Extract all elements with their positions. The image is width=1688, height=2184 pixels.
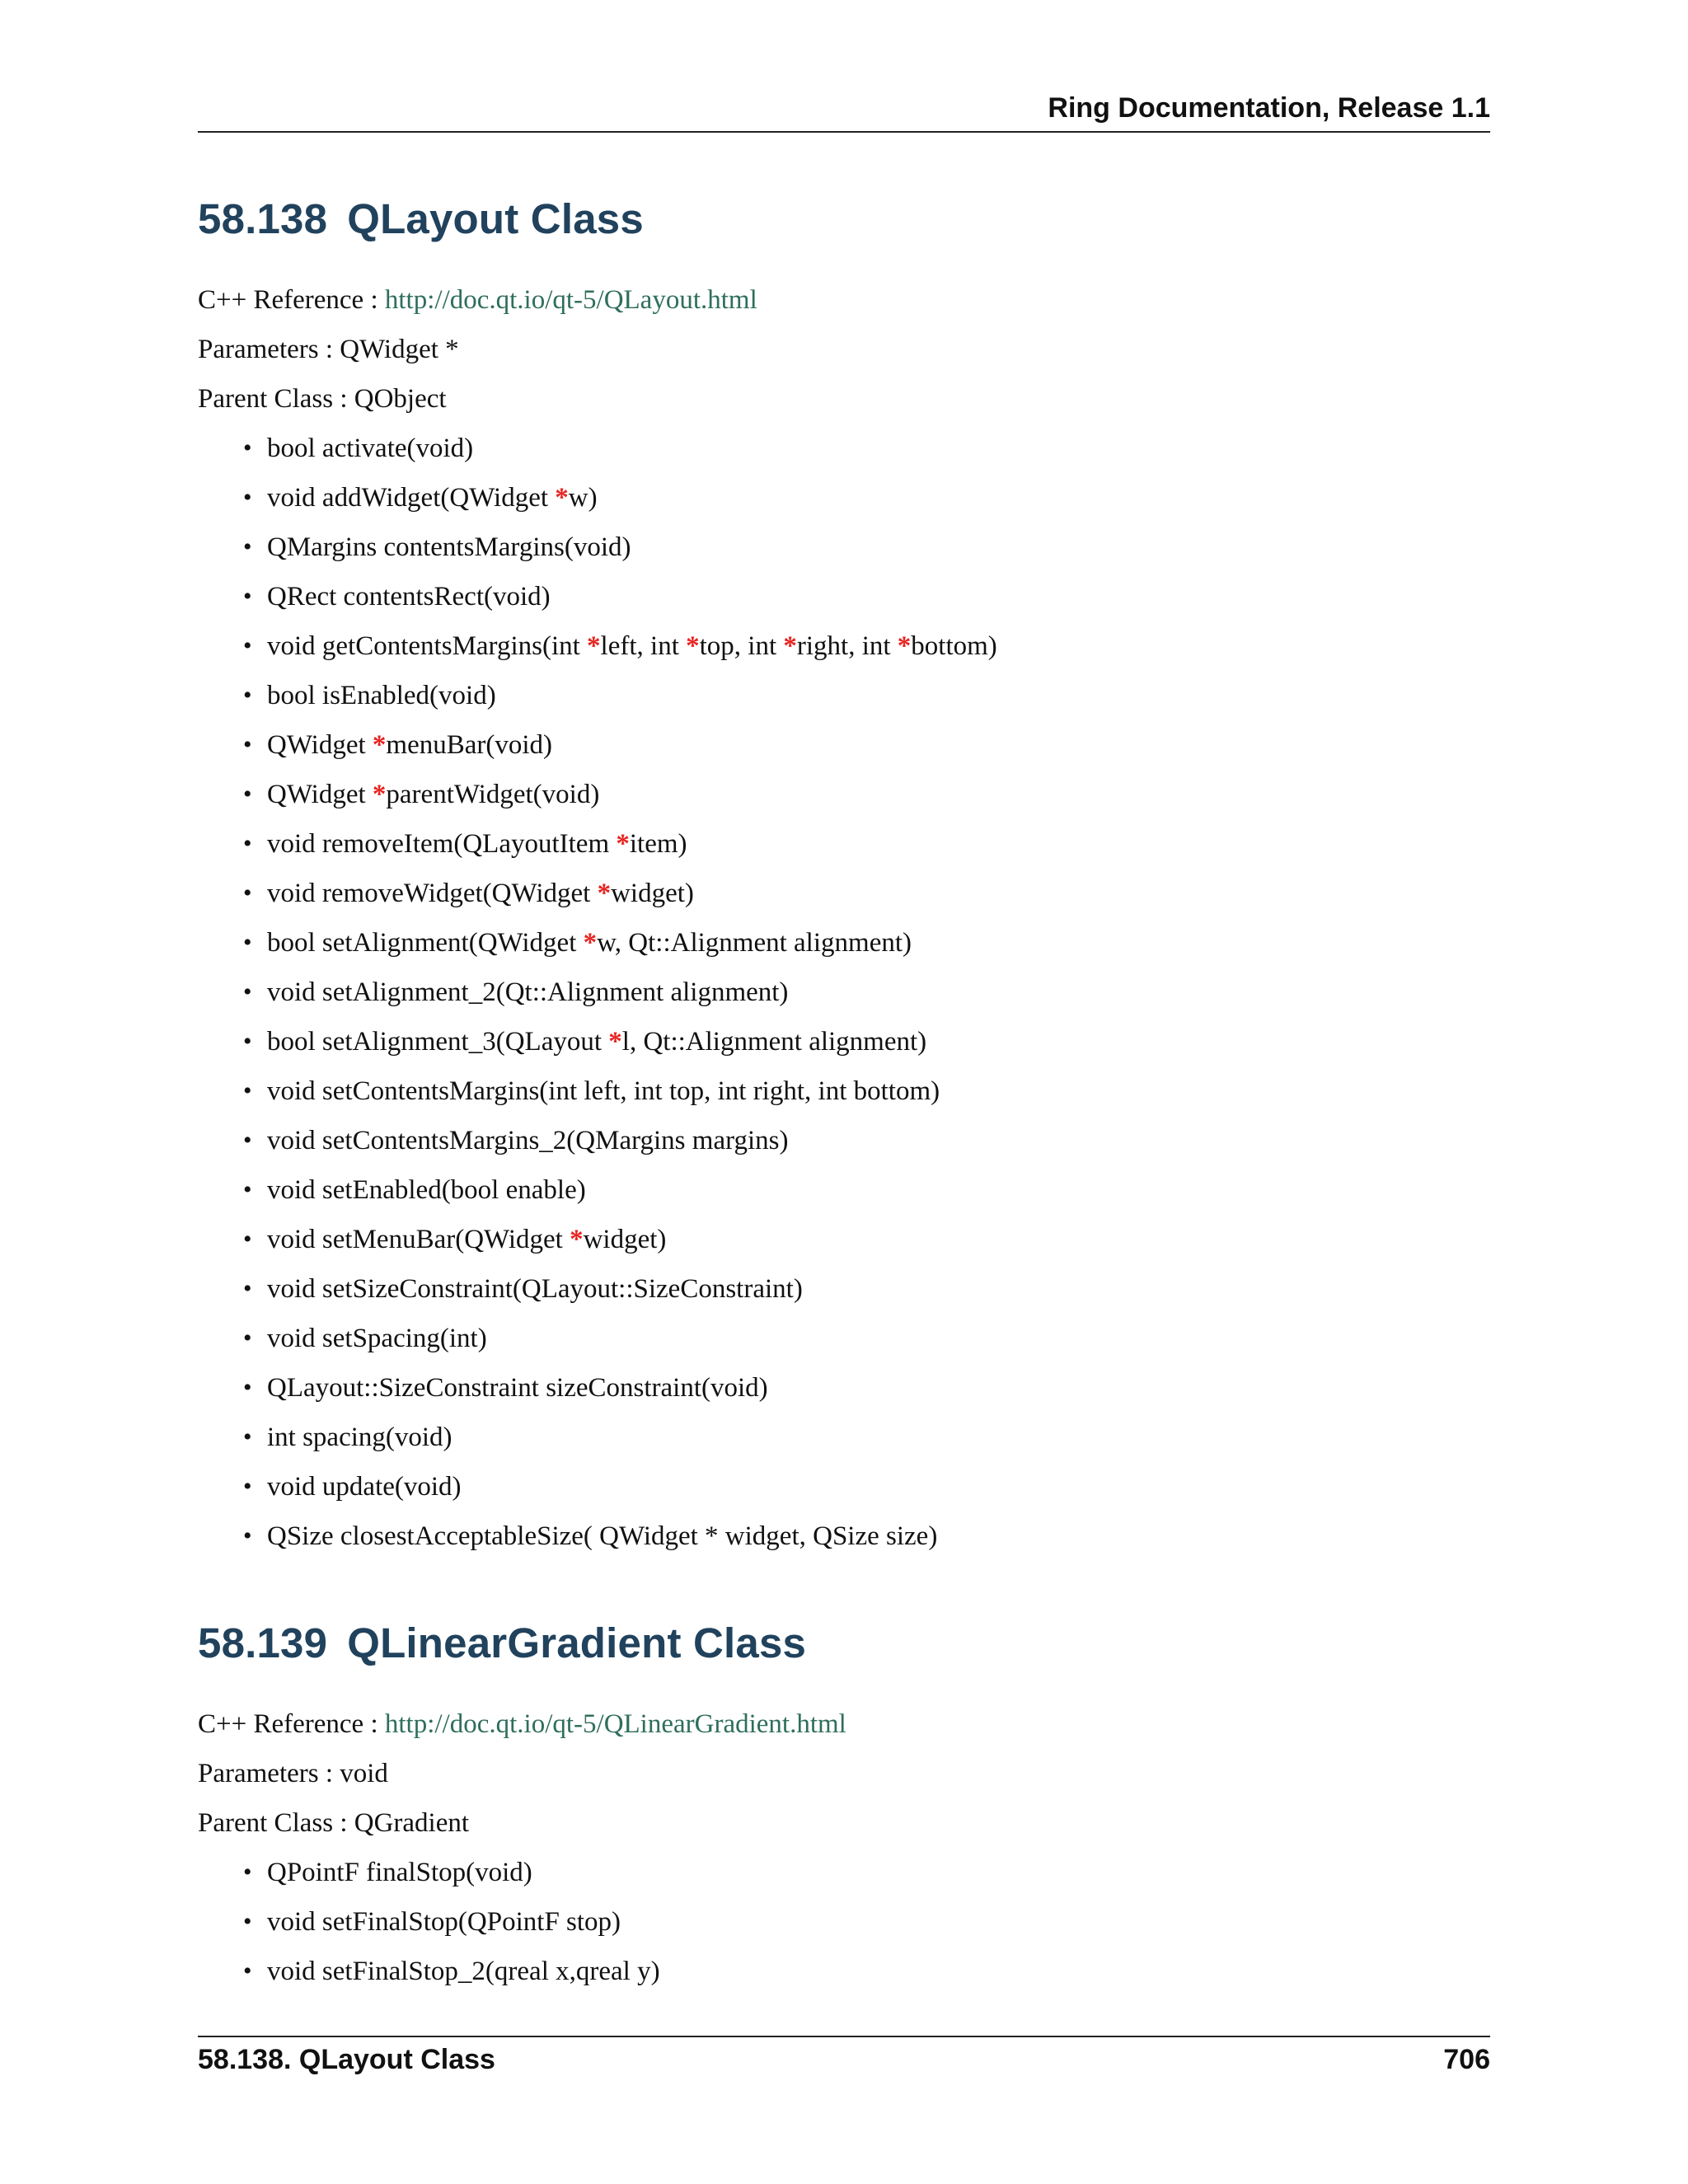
bullet-icon: • [243, 434, 252, 462]
method-text: bottom) [911, 631, 997, 661]
bullet-icon: • [243, 583, 252, 610]
pointer-asterisk: * [616, 829, 630, 859]
pointer-asterisk: * [555, 483, 569, 513]
bullet-icon: • [243, 929, 252, 956]
method-item [243, 621, 1490, 671]
bullet-icon: • [243, 1226, 252, 1253]
method-item [243, 1314, 1490, 1363]
method-text: void setSpacing(int) [267, 1324, 487, 1353]
method-text: bool setAlignment(QWidget [267, 928, 584, 958]
pointer-asterisk: * [570, 1225, 584, 1254]
page-footer [198, 2044, 1490, 2076]
method-item [243, 671, 1490, 720]
bullet-icon: • [243, 1176, 252, 1203]
method-item [243, 1363, 1490, 1413]
bullet-icon: • [243, 1127, 252, 1154]
method-text: void update(void) [267, 1472, 462, 1502]
cpp-reference [198, 275, 1490, 325]
bullet-icon: • [243, 1957, 252, 1985]
page-number: 706 [1443, 2044, 1490, 2075]
method-text: QRect contentsRect(void) [267, 582, 551, 612]
method-item [243, 473, 1490, 523]
method-item [243, 1165, 1490, 1215]
bullet-icon: • [243, 1423, 252, 1451]
section-heading [198, 191, 1490, 247]
section-number: 58.139 [198, 1619, 328, 1666]
method-text: void setContentsMargins_2(QMargins margins) [267, 1126, 789, 1155]
method-text: right, int [796, 631, 898, 661]
method-list [198, 424, 1490, 1561]
method-text: void removeItem(QLayoutItem [267, 829, 617, 859]
bullet-icon: • [243, 1522, 252, 1549]
method-item [243, 918, 1490, 968]
section-number: 58.138 [198, 195, 328, 242]
section-title: QLinearGradient Class [347, 1619, 807, 1666]
bullet-icon: • [243, 830, 252, 857]
method-item [243, 1897, 1490, 1947]
pointer-asterisk: * [372, 780, 387, 809]
method-text: left, int [600, 631, 687, 661]
bullet-icon: • [243, 1028, 252, 1055]
method-item [243, 1017, 1490, 1066]
bullet-icon: • [243, 1324, 252, 1352]
method-text: QWidget [267, 730, 373, 760]
method-text: item) [629, 829, 687, 859]
pointer-asterisk: * [783, 631, 797, 661]
method-item [243, 1413, 1490, 1462]
method-text: int spacing(void) [267, 1422, 452, 1452]
method-text: widget) [583, 1225, 667, 1254]
pointer-asterisk: * [608, 1027, 622, 1057]
bullet-icon: • [243, 1908, 252, 1935]
method-text: bool setAlignment_3(QLayout [267, 1027, 609, 1057]
reference-link[interactable]: http://doc.qt.io/qt-5/QLinearGradient.html [384, 1709, 846, 1739]
bullet-icon: • [243, 879, 252, 907]
method-item [243, 1511, 1490, 1561]
footer-section: 58.138. QLayout Class [198, 2044, 495, 2075]
method-item [243, 1848, 1490, 1897]
section-title: QLayout Class [347, 195, 644, 242]
bullet-icon: • [243, 1374, 252, 1401]
method-text: QMargins contentsMargins(void) [267, 532, 631, 562]
method-text: void addWidget(QWidget [267, 483, 556, 513]
method-item [243, 523, 1490, 572]
bullet-icon: • [243, 780, 252, 808]
bullet-icon: • [243, 731, 252, 758]
pointer-asterisk: * [597, 879, 612, 908]
method-item [243, 819, 1490, 869]
method-text: void setFinalStop(QPointF stop) [267, 1907, 621, 1937]
method-item [243, 720, 1490, 770]
method-text: bool activate(void) [267, 434, 474, 463]
reference-label: C++ Reference : [198, 1709, 385, 1739]
bullet-icon: • [243, 632, 252, 659]
method-text: parentWidget(void) [386, 780, 600, 809]
reference-link[interactable]: http://doc.qt.io/qt-5/QLayout.html [384, 285, 757, 315]
page-header: Ring Documentation, Release 1.1 [1048, 92, 1490, 124]
bullet-icon: • [243, 1275, 252, 1302]
method-item [243, 770, 1490, 819]
method-item [243, 1066, 1490, 1116]
method-text: QSize closestAcceptableSize( QWidget * widget, QSize size) [267, 1521, 938, 1551]
method-text: void removeWidget(QWidget [267, 879, 598, 908]
method-text: void setFinalStop_2(qreal x,qreal y) [267, 1957, 660, 1986]
method-item [243, 572, 1490, 621]
method-item [243, 424, 1490, 473]
footer-rule [198, 2036, 1490, 2037]
pointer-asterisk: * [583, 928, 598, 958]
bullet-icon: • [243, 1077, 252, 1104]
method-text: void setAlignment_2(Qt::Alignment alignment) [267, 977, 789, 1007]
method-text: void setMenuBar(QWidget [267, 1225, 570, 1254]
cpp-reference [198, 1699, 1490, 1749]
bullet-icon: • [243, 484, 252, 511]
method-text: void setEnabled(bool enable) [267, 1175, 586, 1205]
pointer-asterisk: * [897, 631, 912, 661]
method-item [243, 1215, 1490, 1264]
parent-class: Parent Class : QObject [198, 384, 447, 414]
method-text: top, int [699, 631, 784, 661]
method-list [198, 1848, 1490, 1996]
parameters: Parameters : QWidget * [198, 335, 459, 364]
method-text: QPointF finalStop(void) [267, 1858, 532, 1887]
section-qlayout [198, 191, 1490, 1561]
method-text: void getContentsMargins(int [267, 631, 588, 661]
method-text: bool isEnabled(void) [267, 681, 496, 710]
bullet-icon: • [243, 1473, 252, 1500]
pointer-asterisk: * [686, 631, 700, 661]
method-text: l, Qt::Alignment alignment) [621, 1027, 927, 1057]
method-item [243, 1462, 1490, 1511]
header-rule [198, 131, 1490, 133]
method-item [243, 1116, 1490, 1165]
method-item [243, 968, 1490, 1017]
bullet-icon: • [243, 1858, 252, 1886]
section-heading [198, 1615, 1490, 1671]
method-item [243, 869, 1490, 918]
parameters: Parameters : void [198, 1759, 388, 1788]
pointer-asterisk: * [587, 631, 601, 661]
method-text: void setContentsMargins(int left, int top, int right, int bottom) [267, 1076, 940, 1106]
method-text: w, Qt::Alignment alignment) [597, 928, 912, 958]
method-item [243, 1947, 1490, 1996]
bullet-icon: • [243, 533, 252, 560]
bullet-icon: • [243, 978, 252, 1005]
pointer-asterisk: * [372, 730, 387, 760]
method-text: QWidget [267, 780, 373, 809]
method-text: void setSizeConstraint(QLayout::SizeConstraint) [267, 1274, 803, 1304]
parent-class: Parent Class : QGradient [198, 1808, 470, 1838]
method-text: menuBar(void) [386, 730, 553, 760]
method-text: widget) [611, 879, 694, 908]
bullet-icon: • [243, 682, 252, 709]
method-text: w) [568, 483, 598, 513]
method-item [243, 1264, 1490, 1314]
reference-label: C++ Reference : [198, 285, 385, 315]
method-text: QLayout::SizeConstraint sizeConstraint(void) [267, 1373, 768, 1403]
section-qlineargradient [198, 1615, 1490, 1996]
